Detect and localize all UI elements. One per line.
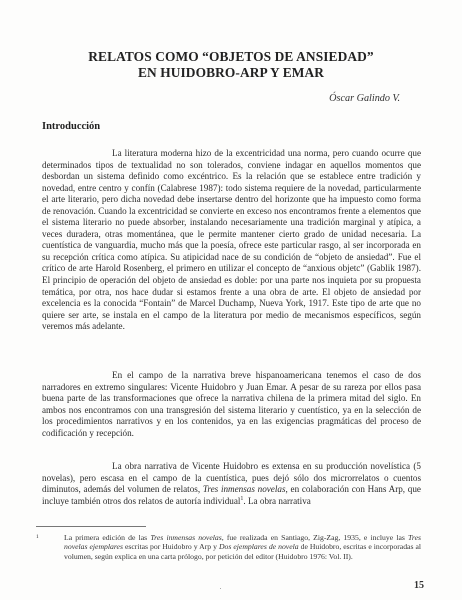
footnote-text-segment: de Huidobro, escritas e incorporadas al volumen, según explica en una carta prólogo, por petición del editor (Huidobro 1976: Vol. II). xyxy=(64,542,421,561)
body-paragraph-2 xyxy=(42,370,421,439)
footnote-text-segment: La primera edición de las xyxy=(64,533,151,542)
footnote-text-segment: , fue realizada en Santiago, Zig-Zag, 1935, e incluye las xyxy=(221,533,409,542)
footnote-text-segment: escritas por Huidobro y Arp y xyxy=(122,542,219,552)
author-name: Óscar Galindo V. xyxy=(329,93,400,104)
paragraph-text-segment: . La obra narrativa xyxy=(243,495,311,506)
paragraph-text-segment: La obra narrativa de Vicente Huidobro es extensa en su producción novelística (5 novelas), pero escasa en el campo de la cuentística, pues dejó sólo dos microrrelatos o cuentos diminutos, además del volumen de relatos, xyxy=(42,461,421,495)
footnote-italic: Dos ejemplares de novela xyxy=(218,542,299,552)
footnote-text xyxy=(64,533,421,561)
footnote-reference[interactable]: 1 xyxy=(240,495,244,502)
footnote-number: 1 xyxy=(36,534,39,540)
paragraph-text-segment: , en colaboración con Hans Arp, que incluye también otros dos relatos de autoría individual xyxy=(42,484,421,506)
page-number: 15 xyxy=(414,580,424,591)
footnote-divider xyxy=(36,526,146,527)
print-speck xyxy=(220,588,221,589)
section-heading: Introducción xyxy=(42,121,101,132)
book-title-italic: Tres inmensas novelas xyxy=(202,484,286,495)
footnote xyxy=(36,533,421,561)
paragraph-text: La literatura moderna hizo de la excentricidad una norma, pero cuando ocurre que determinados tipos de textualidad no son tolerados, conviene indagar en aquellos momentos que desbordan un sistema definido como excéntrico. Es la relación que se establece entre tradición y novedad, entre centro y confín (Calabrese 1987): todo sistema requiere de la novedad, particularmente el arte literario, pero dicha novedad debe insertarse dentro del horizonte que ha impuesto como forma de renovación. Cuando la excentricidad se convierte en exceso nos encontramos frente a elementos que el sistema literario no puede absorber, instalando necesariamente una tradición marginal y atípica, a veces duradera, otras momentánea, que le permite mantener cierto grado de unidad necesaria. La cuentística de vanguardia, mucho más que la poesía, ofrece este particular rasgo, al ser incorporada en su recepción crítica como atípica. Su atipicidad nace de su condición de “objeto de ansiedad”. Fue el crítico de arte Harold Rosenberg, el primero en utilizar el concepto de “anxious objetc” (Gablik 1987). El principio de operación del objeto de ansiedad es doble: por una parte nos inquieta por su propuesta temática, por otra, nos hace dudar si estamos frente a una obra de arte. El objeto de ansiedad por excelencia es la conocida “Fontain” de Marcel Duchamp, Nueva York, 1917. Este tipo de arte que no quiere ser arte, se instala en el campo de la literatura por medio de mecanismos específicos, según veremos más adelante. xyxy=(42,148,421,332)
article-title-line-1: RELATOS COMO “OBJETOS DE ANSIEDAD” xyxy=(88,49,374,64)
article-title xyxy=(30,49,432,81)
body-paragraph-1 xyxy=(42,148,421,333)
body-paragraph-3 xyxy=(42,461,421,507)
article-title-line-2: EN HUIDOBRO-ARP Y EMAR xyxy=(137,65,325,80)
footnote-italic: Tres novelas ejemplares xyxy=(64,533,421,552)
footnote-italic: Tres inmensas novelas xyxy=(150,533,222,542)
paragraph-text: En el campo de la narrativa breve hispanoamericana tenemos el caso de dos narradores en extremo singulares: Vicente Huidobro y Juan Emar. A pesar de su rareza por ellos pasa buena parte de las transformaciones que ofrece la narrativa chilena de la primera mitad del siglo. En ambos nos encontramos con una transgresión del sistema literario y cuentístico, ya en la selección de los procedimientos narrativos y en los contenidos, ya en las exigencias pragmáticas del proceso de codificación y recepción. xyxy=(42,370,421,438)
paragraph-text xyxy=(42,461,421,507)
